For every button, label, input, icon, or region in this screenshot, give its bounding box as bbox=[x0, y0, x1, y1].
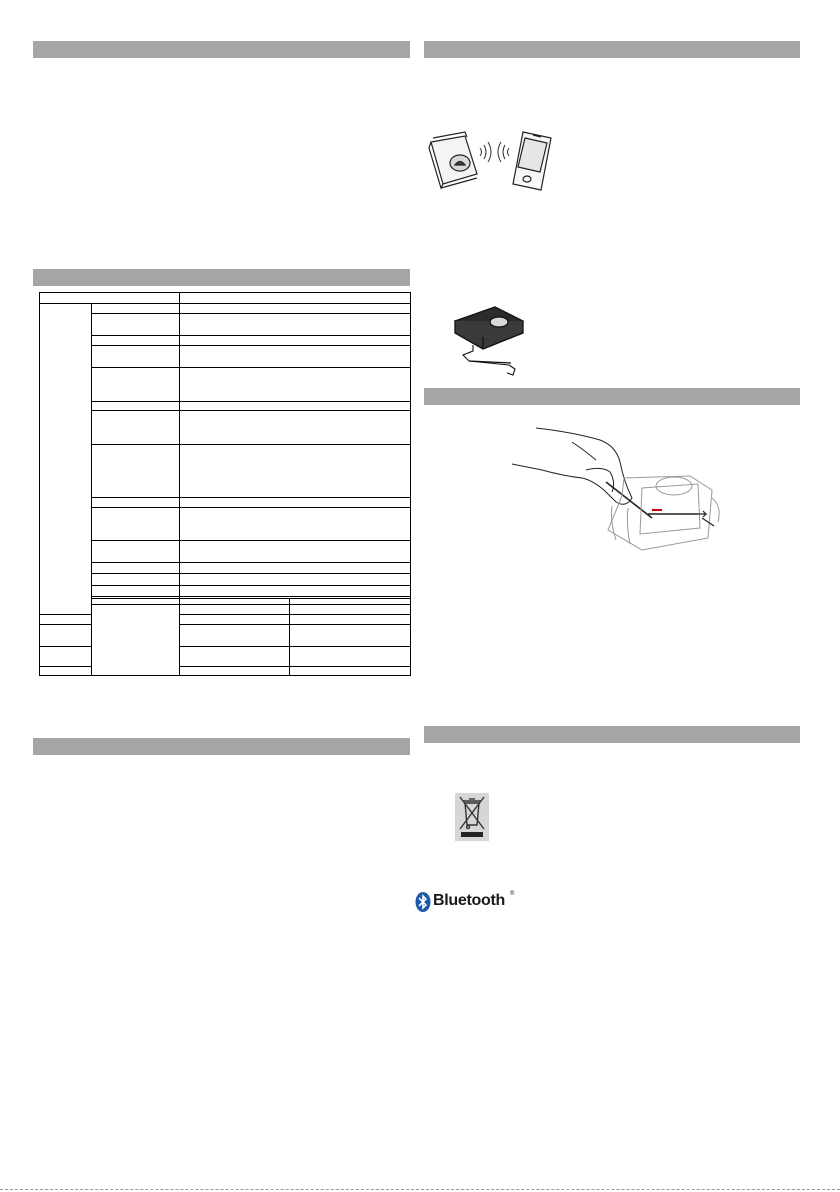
crossed-out-wheeled-bin-icon bbox=[455, 793, 489, 841]
hand-pen-printer-illustration bbox=[512, 426, 724, 554]
bluetooth-logo bbox=[415, 891, 520, 913]
wireless-printing-illustration bbox=[425, 128, 560, 194]
printer-belt-clip-illustration bbox=[449, 303, 531, 379]
section-header-bar bbox=[424, 726, 800, 743]
section-header-bar bbox=[33, 269, 410, 286]
section-header-bar bbox=[33, 41, 410, 58]
bluetooth-rune-icon bbox=[415, 892, 431, 912]
section-header-bar bbox=[424, 41, 800, 58]
mobile-printer-icon bbox=[429, 132, 477, 188]
section-header-bar bbox=[33, 738, 410, 755]
handheld-device-icon bbox=[513, 132, 551, 190]
bluetooth-logo-text: Bluetooth bbox=[433, 892, 505, 909]
wireless-signal-icon bbox=[480, 142, 509, 162]
page-edge-dashed-line bbox=[0, 1189, 840, 1190]
specification-table bbox=[39, 292, 411, 676]
bluetooth-trademark: ® bbox=[510, 891, 515, 897]
section-header-bar bbox=[424, 388, 800, 405]
